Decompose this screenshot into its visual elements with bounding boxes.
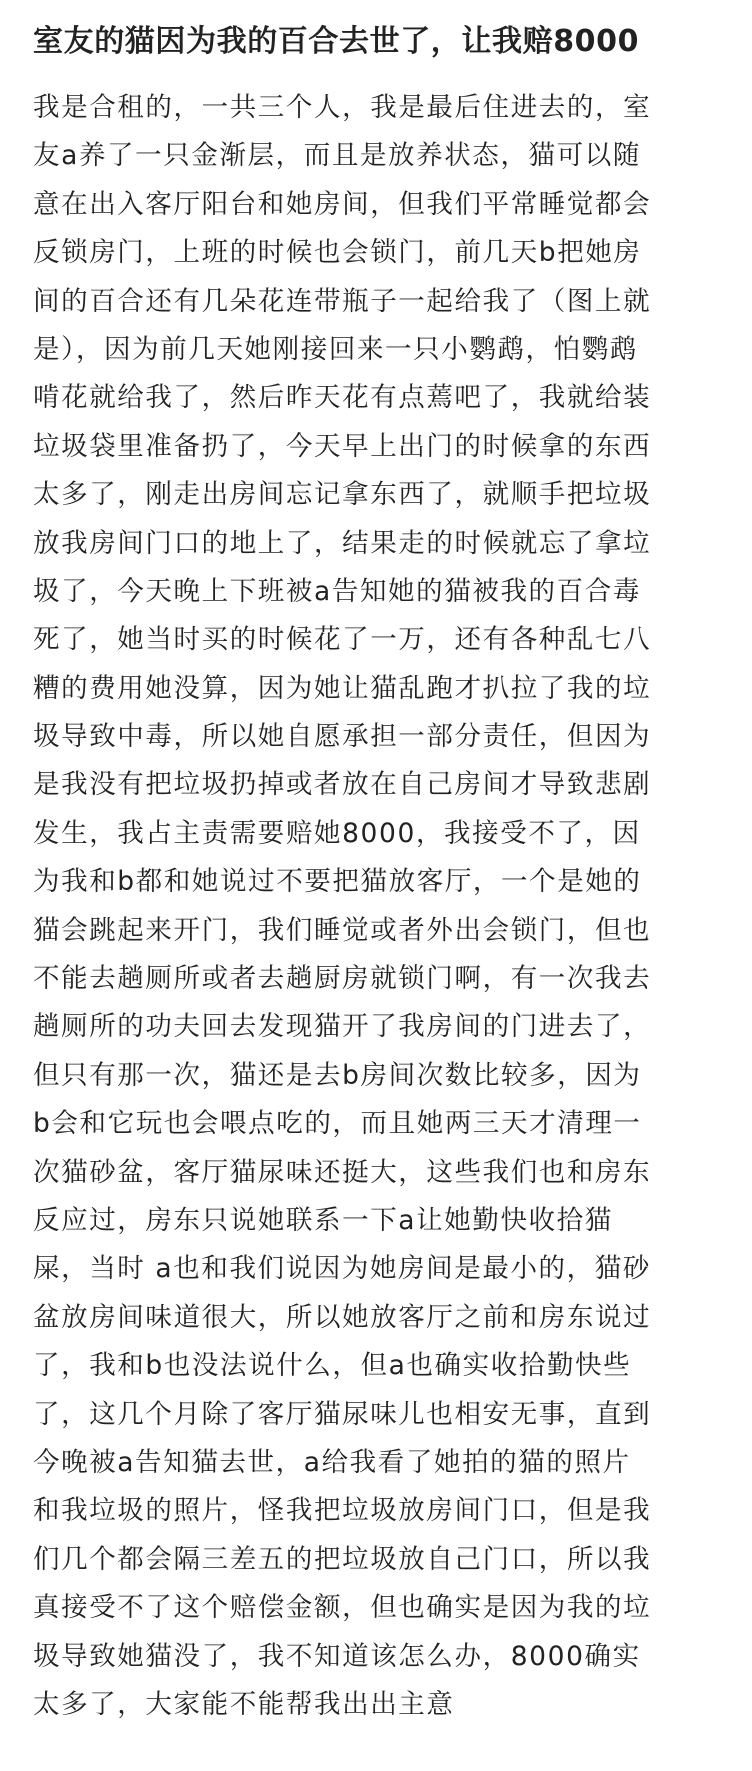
body-line: 啃花就给我了，然后昨天花有点蔫吧了，我就给装 — [33, 382, 652, 414]
body-line: 反锁房门，上班的时候也会锁门，前几天b把她房 — [33, 237, 642, 269]
post-body — [33, 84, 726, 1729]
body-line: 但只有那一次，猫还是去b房间次数比较多，因为 — [33, 1059, 642, 1091]
body-line: 了，这几个月除了客厅猫尿味儿也相安无事，直到 — [33, 1398, 652, 1430]
body-line: 太多了，刚走出房间忘记拿东西了，就顺手把垃圾 — [33, 479, 652, 511]
body-line: 不能去趟厕所或者去趟厨房就锁门啊，有一次我去 — [33, 963, 652, 995]
body-line: 猫会跳起来开门，我们睡觉或者外出会锁门，但也 — [33, 914, 652, 946]
body-line: 放我房间门口的地上了，结果走的时候就忘了拿垃 — [33, 527, 652, 559]
body-line: 友a养了一只金渐层，而且是放养状态，猫可以随 — [33, 140, 641, 172]
body-line: 圾导致中毒，所以她自愿承担一部分责任，但因为 — [33, 721, 652, 753]
body-line: 为我和b都和她说过不要把猫放客厅，一个是她的 — [33, 866, 642, 898]
body-line: 糟的费用她没算，因为她让猫乱跑才扒拉了我的垃 — [33, 672, 652, 704]
body-line: 真接受不了这个赔偿金额，但也确实是因为我的垃 — [33, 1592, 652, 1624]
body-line: 次猫砂盆，客厅猫尿味还挺大，这些我们也和房东 — [33, 1156, 652, 1188]
body-line: 是我没有把垃圾扔掉或者放在自己房间才导致悲剧 — [33, 769, 652, 801]
body-line: 圾了，今天晚上下班被a告知她的猫被我的百合毒 — [33, 575, 641, 607]
post-title: 室友的猫因为我的百合去世了，让我赔8000 — [33, 24, 640, 59]
body-line: 太多了，大家能不能帮我出出主意 — [33, 1688, 455, 1720]
body-line: 发生，我占主责需要赔她8000，我接受不了，因 — [33, 817, 641, 849]
body-line: 盆放房间味道很大，所以她放客厅之前和房东说过 — [33, 1301, 652, 1333]
body-line: 圾导致她猫没了，我不知道该怎么办，8000确实 — [33, 1640, 641, 1672]
body-line: 意在出入客厅阳台和她房间，但我们平常睡觉都会 — [33, 188, 652, 220]
body-line: 死了，她当时买的时候花了一万，还有各种乱七八 — [33, 624, 652, 656]
body-line: 间的百合还有几朵花连带瓶子一起给我了（图上就 — [33, 285, 652, 317]
body-line: 今晚被a告知猫去世，a给我看了她拍的猫的照片 — [33, 1446, 631, 1478]
body-line: 和我垃圾的照片，怪我把垃圾放房间门口，但是我 — [33, 1495, 652, 1527]
body-line: 是），因为前几天她刚接回来一只小鹦鹉，怕鹦鹉 — [33, 333, 638, 365]
body-line: 趟厕所的功夫回去发现猫开了我房间的门进去了， — [33, 1011, 652, 1043]
body-line: 反应过，房东只说她联系一下a让她勤快收拾猫 — [33, 1204, 613, 1236]
body-line: 垃圾袋里准备扔了，今天早上出门的时候拿的东西 — [33, 430, 652, 462]
body-line: 了，我和b也没法说什么，但a也确实收拾勤快些 — [33, 1350, 632, 1382]
body-line: 我是合租的，一共三个人，我是最后住进去的，室 — [33, 92, 652, 123]
body-line: 屎，当时 a也和我们说因为她房间是最小的，猫砂 — [33, 1253, 651, 1285]
body-line: 们几个都会隔三差五的把垃圾放自己门口，所以我 — [33, 1543, 652, 1575]
body-line: b会和它玩也会喂点吃的，而且她两三天才清理一 — [33, 1108, 642, 1140]
